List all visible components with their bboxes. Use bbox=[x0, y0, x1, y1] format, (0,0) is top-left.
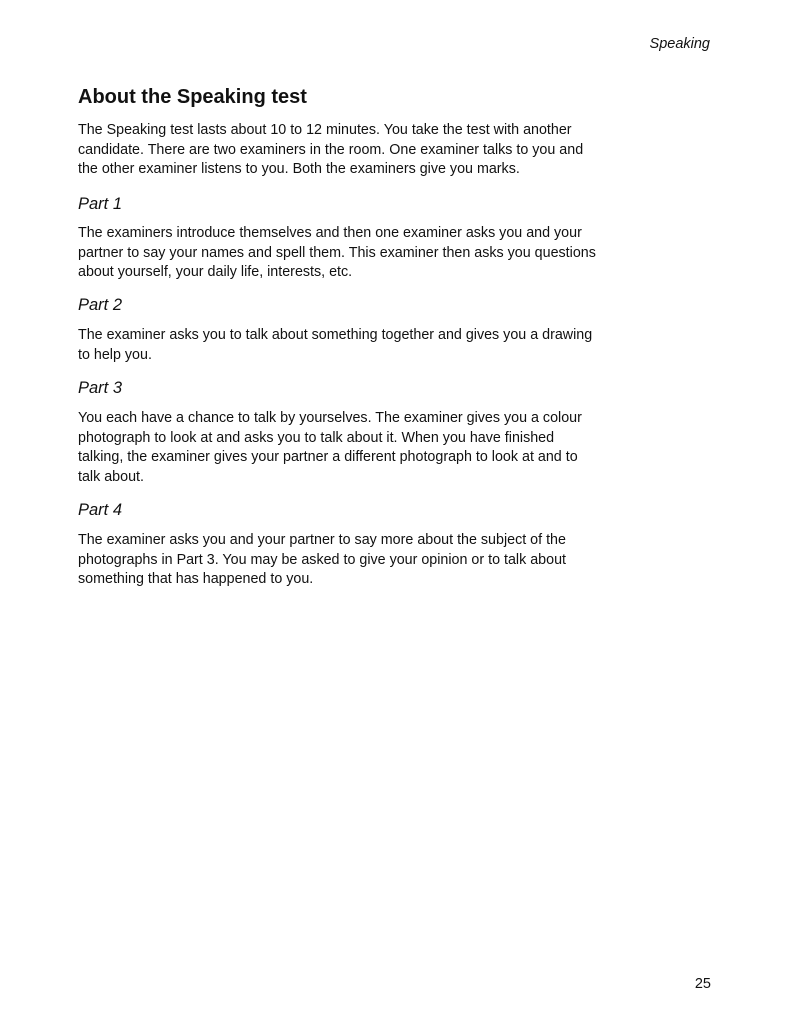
part-3-heading: Part 3 bbox=[78, 379, 123, 397]
part-2-paragraph bbox=[78, 326, 592, 365]
intro-paragraph bbox=[78, 121, 583, 180]
text-line: The examiner asks you and your partner to say more about the subject of the bbox=[78, 532, 566, 548]
part-2-heading: Part 2 bbox=[78, 296, 123, 314]
text-line: talk about. bbox=[78, 468, 144, 485]
text-line: partner to say your names and spell them. This examiner then asks you questions bbox=[78, 244, 596, 261]
text-line: photographs in Part 3. You may be asked to give your opinion or to talk about bbox=[78, 551, 567, 568]
text-line: You each have a chance to talk by yourselves. The examiner gives you a colour bbox=[78, 410, 582, 426]
page-number: 25 bbox=[694, 976, 711, 992]
text-line: the other examiner listens to you. Both the examiners give you marks. bbox=[78, 161, 520, 177]
part-1-paragraph bbox=[78, 224, 596, 283]
part-4-heading: Part 4 bbox=[78, 501, 123, 519]
part-4-paragraph bbox=[78, 531, 566, 590]
text-line: about yourself, your daily life, interests, etc. bbox=[78, 264, 353, 280]
part-3-paragraph bbox=[78, 409, 582, 487]
text-line: talking, the examiner gives your partner a different photograph to look at and to bbox=[78, 449, 578, 465]
text-line: The examiners introduce themselves and then one examiner asks you and your bbox=[78, 225, 582, 241]
running-header: Speaking bbox=[649, 36, 710, 52]
text-line: something that has happened to you. bbox=[78, 571, 314, 587]
page-title: About the Speaking test bbox=[78, 86, 307, 108]
text-line: candidate. There are two examiners in the room. One examiner talks to you and bbox=[78, 141, 584, 158]
text-line: The examiner asks you to talk about something together and gives you a drawing bbox=[78, 327, 593, 343]
text-line: to help you. bbox=[78, 346, 152, 363]
part-1-heading: Part 1 bbox=[78, 195, 123, 213]
text-line: photograph to look at and asks you to talk about it. When you have finished bbox=[78, 429, 555, 446]
text-line: The Speaking test lasts about 10 to 12 minutes. You take the test with another bbox=[78, 122, 572, 138]
